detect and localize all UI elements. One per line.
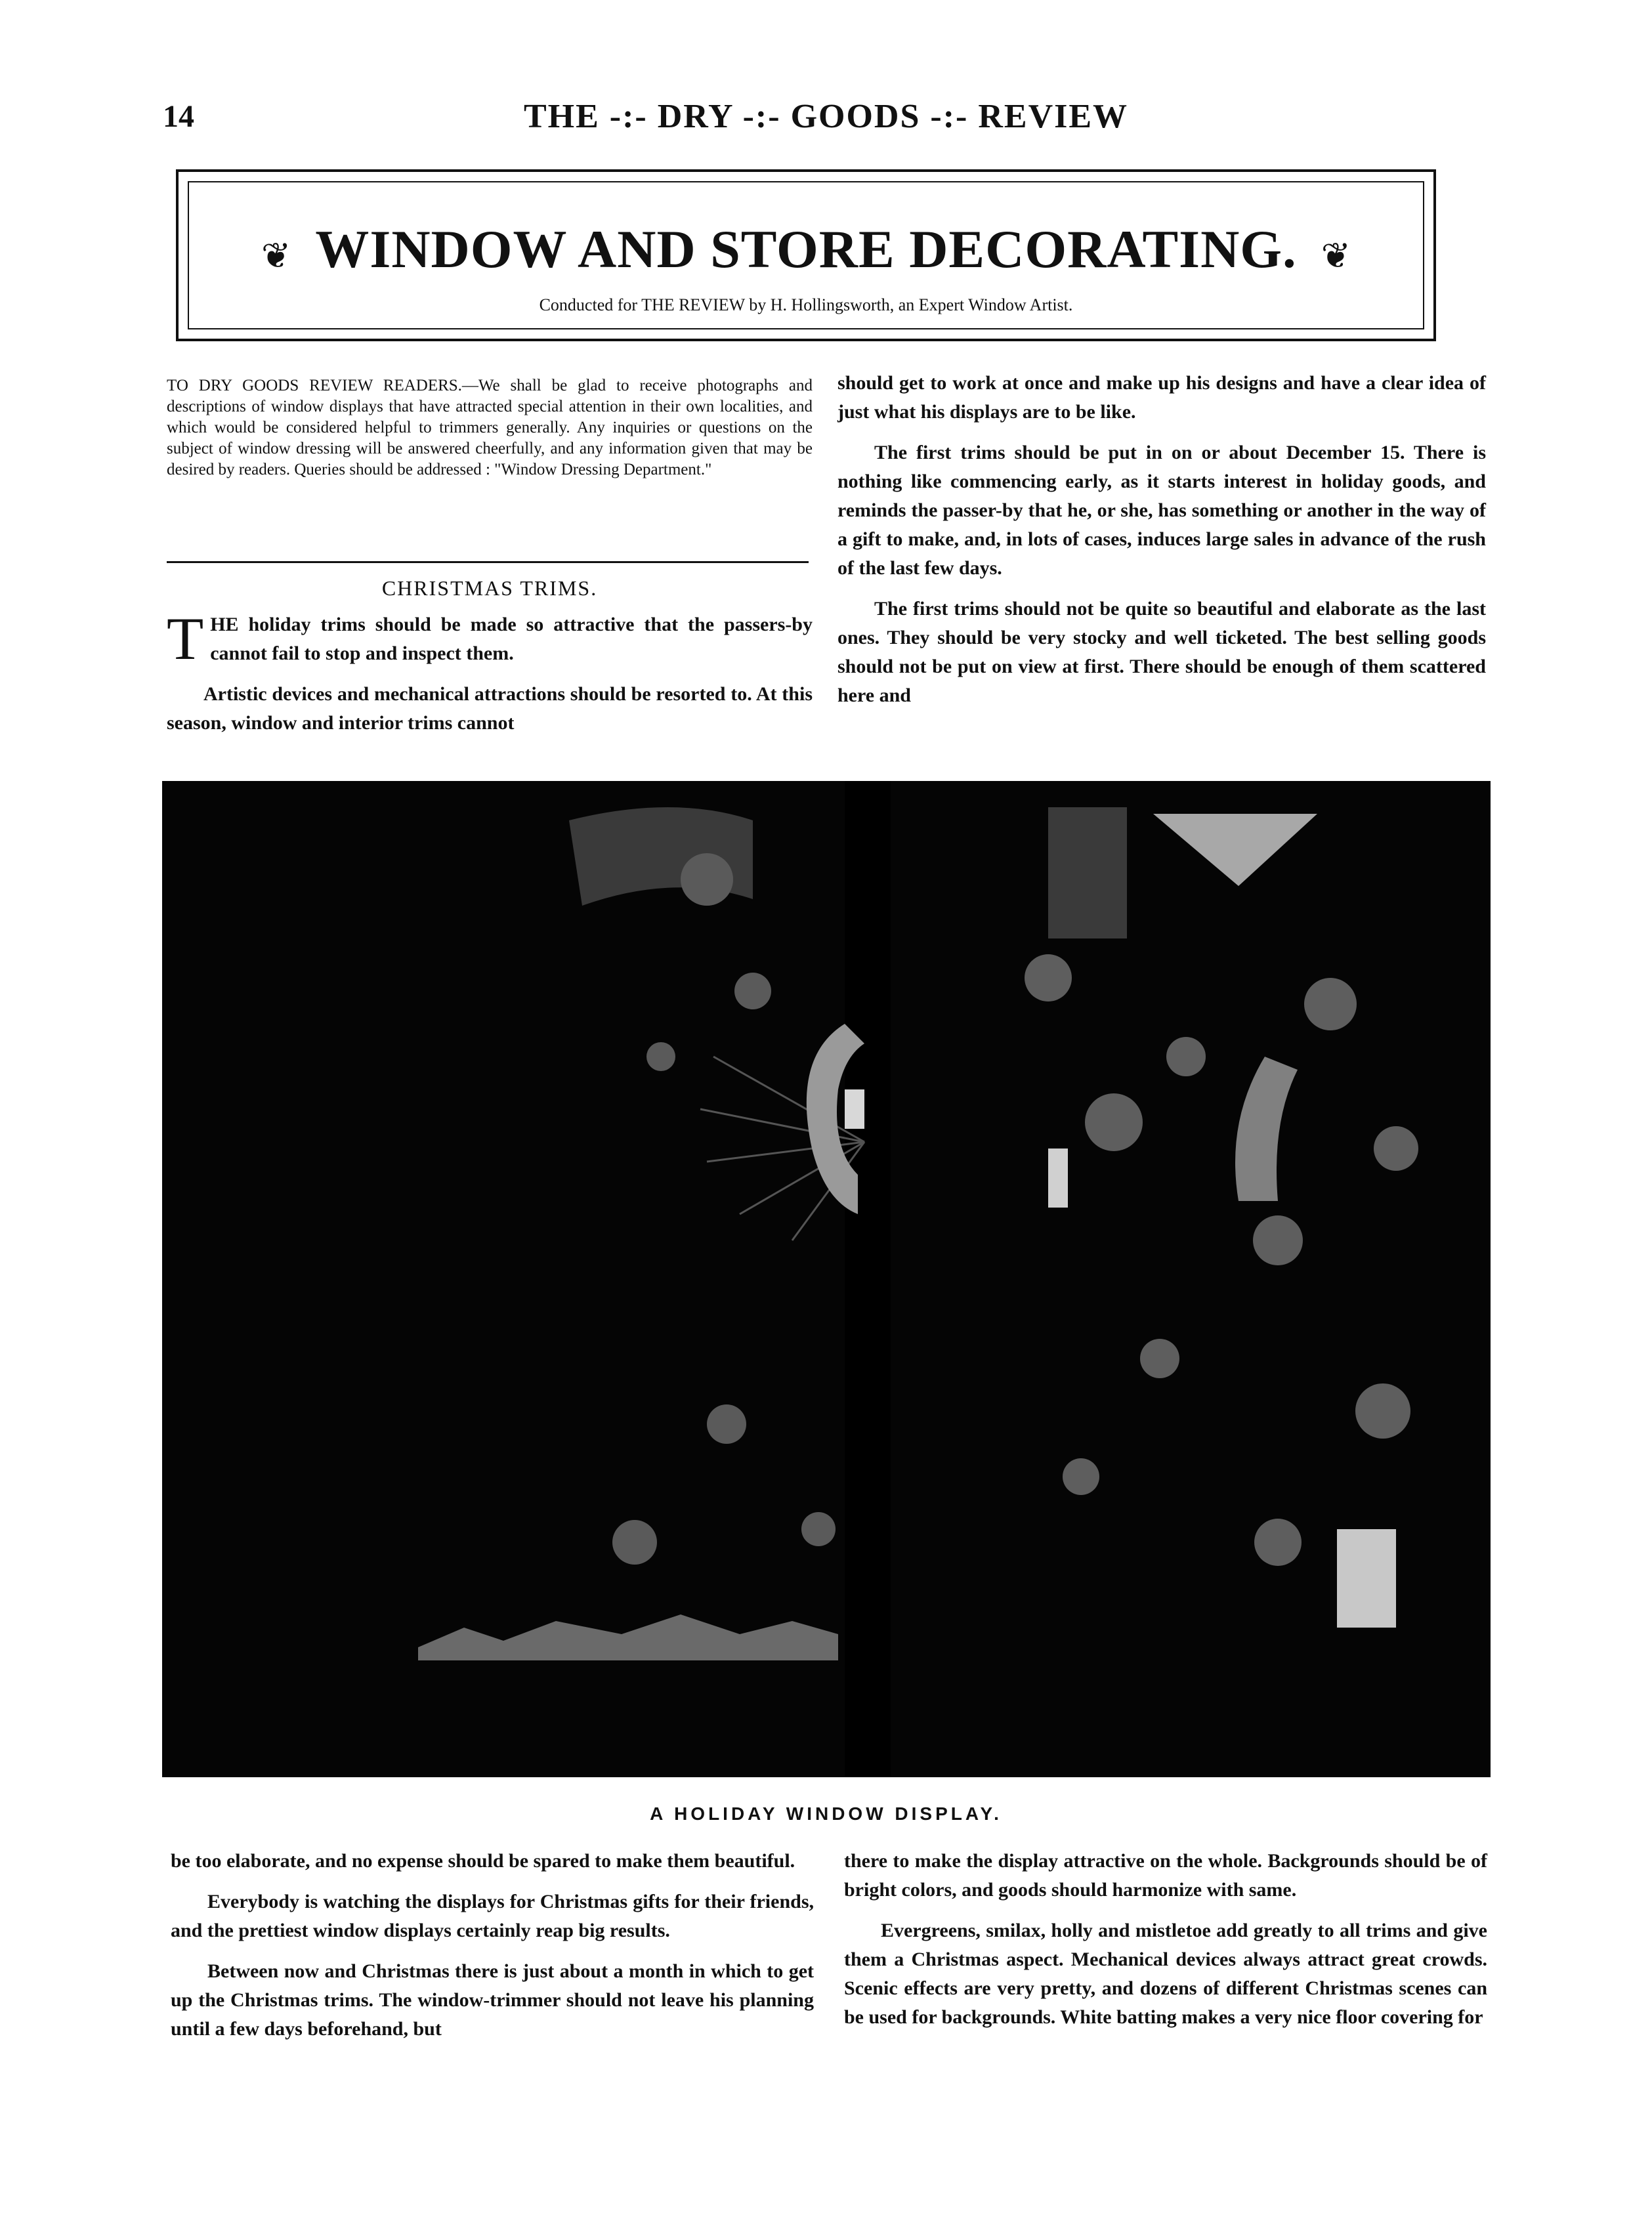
article-heading: CHRISTMAS TRIMS. (381, 576, 598, 600)
page-number: 14 (163, 99, 194, 134)
fleuron-right-icon: ❦ (1321, 236, 1351, 276)
paragraph: be too elaborate, and no expense should be spared to make them beautiful. (171, 1850, 795, 1872)
paragraph: Between now and Christmas there is just about a month in which to get up the Christmas trims. The window-trimmer should not leave his planning until a few days beforehand, but (171, 1960, 814, 2040)
window-display-image (162, 781, 1491, 1777)
paragraph-text: HE holiday trims should be made so attractive that the passers-by cannot fail to stop and inspect them. (210, 614, 813, 664)
paragraph: there to make the display attractive on the whole. Backgrounds should be of bright colors, and goods should harmonize with same. (844, 1850, 1487, 1901)
paragraph: Everybody is watching the displays for Christmas gifts for their friends, and the prettiest window displays certainly reap big results. (171, 1891, 814, 1941)
paragraph (167, 605, 813, 672)
paragraph: Evergreens, smilax, holly and mistletoe add greatly to all trims and give them a Christmas aspect. Mechanical devices always attract great crowds. Scenic effects are very pretty, and dozens of different Christmas scenes can be used for backgrounds. White batting makes a very nice floor covering for (844, 1920, 1487, 2028)
column-rule (167, 561, 809, 563)
figure-caption: A HOLIDAY WINDOW DISPLAY. (650, 1803, 1002, 1824)
right-column-bottom (844, 1847, 1487, 2044)
readers-notice: TO DRY GOODS REVIEW READERS.—We shall be glad to receive photographs and descriptions of window displays that have attracted special attention in their own localities, and which would be considered helpful to trimmers generally. Any inquiries or questions on the subject of window dressing will be answered cheerfully, and any information given that may be desired by readers. Queries should be addressed : "Window Dressing Department." (167, 377, 813, 478)
section-banner (176, 169, 1436, 341)
left-column-top (167, 605, 813, 749)
paragraph: Artistic devices and mechanical attractions should be resorted to. At this season, window and interior trims cannot (167, 683, 813, 734)
drop-cap: T (167, 605, 204, 672)
section-title: WINDOW AND STORE DECORATING. (315, 219, 1297, 279)
paragraph: should get to work at once and make up his designs and have a clear idea of just what his displays are to be like. (837, 372, 1486, 423)
masthead: THE -:- DRY -:- GOODS -:- REVIEW (523, 98, 1129, 135)
paragraph: The first trims should be put in on or about December 15. There is nothing like commencing early, as it starts interest in holiday goods, and reminds the passer-by that he, or she, has something or another in the way of a gift to make, and, in lots of cases, induces large sales in advance of the rush of the last few days. (837, 442, 1486, 579)
banner-inner-frame (188, 181, 1424, 329)
section-subtitle: Conducted for THE REVIEW by H. Hollingsworth, an Expert Window Artist. (539, 295, 1073, 314)
paragraph: The first trims should not be quite so beautiful and elaborate as the last ones. They should be very stocky and well ticketed. The best selling goods should not be put on view at first. There should be enough of them scattered here and (837, 598, 1486, 706)
right-column-top (837, 369, 1486, 722)
holiday-window-photo (162, 781, 1491, 1777)
fleuron-left-icon: ❦ (261, 236, 291, 276)
left-column-bottom (171, 1847, 814, 2055)
